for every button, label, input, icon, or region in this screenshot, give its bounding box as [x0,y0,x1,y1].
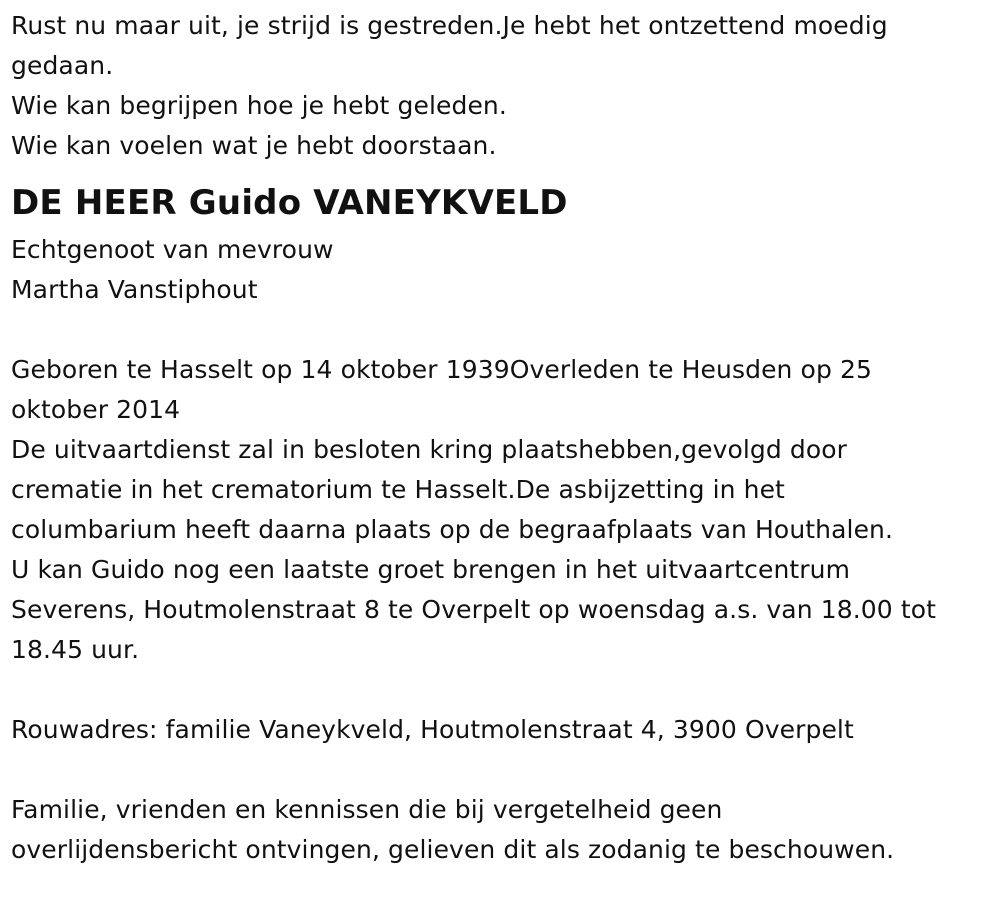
details-section [11,350,988,670]
notice-line-2: overlijdensbericht ontvingen, gelieven dit als zodanig te beschouwen. [11,835,895,864]
address-section [11,710,988,750]
poem-line-3: Wie kan begrijpen hoe je hebt geleden. [11,91,507,120]
spacer [11,750,988,790]
poem-line-4: Wie kan voelen wat je hebt doorstaan. [11,131,497,160]
born-died-line-1: Geboren te Hasselt op 14 oktober 1939Overleden te Heusden op 25 [11,355,872,384]
spouse-line-1: Echtgenoot van mevrouw [11,235,334,264]
notice-section [11,790,988,870]
funeral-line-3: columbarium heeft daarna plaats op de begraafplaats van Houthalen. [11,515,894,544]
funeral-line-1: De uitvaartdienst zal in besloten kring plaatshebben,gevolgd door [11,435,848,464]
poem-line-2: gedaan. [11,51,114,80]
notice-line-1: Familie, vrienden en kennissen die bij vergetelheid geen [11,795,723,824]
poem-line-1: Rust nu maar uit, je strijd is gestreden.Je hebt het ontzettend moedig [11,11,888,40]
visit-line-1: U kan Guido nog een laatste groet brengen in het uitvaartcentrum [11,555,851,584]
spouse-line-2: Martha Vanstiphout [11,275,258,304]
funeral-line-2: crematie in het crematorium te Hasselt.De asbijzetting in het [11,475,785,504]
deceased-name: DE HEER Guido VANEYKVELD [11,183,568,223]
visit-line-2: Severens, Houtmolenstraat 8 te Overpelt op woensdag a.s. van 18.00 tot [11,595,937,624]
born-died-line-2: oktober 2014 [11,395,181,424]
visit-line-3: 18.45 uur. [11,635,140,664]
spouse-section [11,230,988,310]
poem-section [11,6,988,166]
spacer [11,670,988,710]
mourning-address: Rouwadres: familie Vaneykveld, Houtmolenstraat 4, 3900 Overpelt [11,715,854,744]
spacer [11,310,988,350]
